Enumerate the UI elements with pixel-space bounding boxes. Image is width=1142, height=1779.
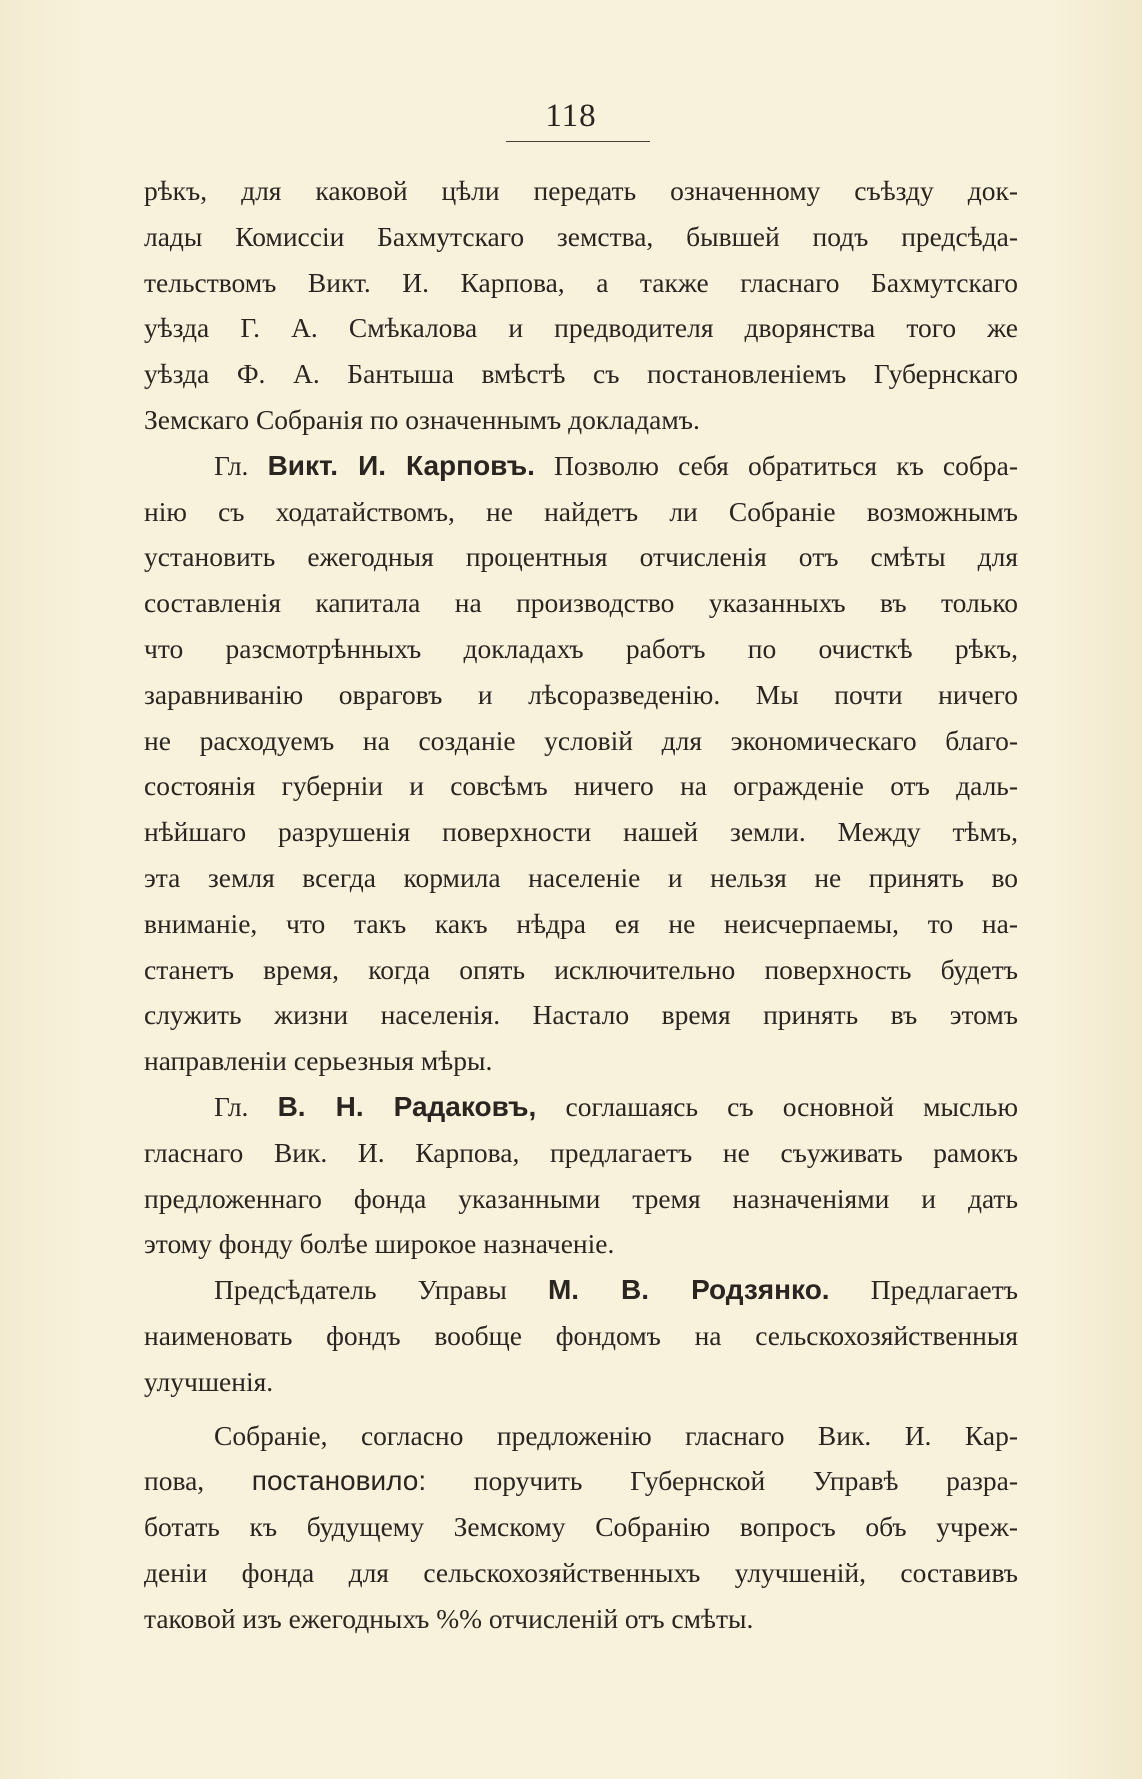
text-line: эта земля всегда кормила населеніе и нельзя не принять во bbox=[144, 861, 1018, 893]
text-line: улучшенія. bbox=[144, 1365, 274, 1397]
speaker-name: В. Н. Радаковъ, bbox=[277, 1090, 537, 1122]
line-rest: соглашаясь съ основной мыслью bbox=[565, 1090, 1019, 1122]
text-line: что разсмотрѣнныхъ докладахъ работъ по очисткѣ рѣкъ, bbox=[144, 632, 1018, 664]
text-line: гласнаго Вик. И. Карпова, предлагаетъ не съуживать рамокъ bbox=[144, 1136, 1018, 1168]
text-line: станетъ время, когда опять исключительно поверхность будетъ bbox=[144, 953, 1018, 985]
line-rest: Предлагаетъ bbox=[870, 1274, 1019, 1306]
speaker-prefix: Гл. bbox=[214, 449, 249, 481]
paragraph-3 bbox=[144, 1084, 1018, 1267]
text-line: наименовать фондъ вообще фондомъ на сельскохозяйственныя bbox=[144, 1319, 1018, 1351]
text-line: таковой изъ ежегодныхъ %% отчисленій отъ смѣты. bbox=[144, 1602, 754, 1634]
text-line: не расходуемъ на созданіе условій для экономическаго благо- bbox=[144, 724, 1018, 756]
line-rest: Позволю себя обратиться къ собра- bbox=[554, 449, 1018, 481]
text-line bbox=[144, 443, 1018, 489]
text-line bbox=[144, 1084, 1018, 1130]
text-line: тельствомъ Викт. И. Карпова, а также гласнаго Бахмутскаго bbox=[144, 266, 1018, 298]
text-line: предложеннаго фонда указанными тремя назначеніями и дать bbox=[144, 1182, 1018, 1214]
page-text bbox=[144, 168, 1018, 1642]
text-line: Собраніе, согласно предложенію гласнаго Вик. И. Кар- bbox=[214, 1419, 1018, 1451]
text-line bbox=[144, 1267, 1018, 1313]
paragraph-4 bbox=[144, 1267, 1018, 1404]
text-line: составленія капитала на производство указанныхъ въ только bbox=[144, 587, 1018, 619]
text-line bbox=[144, 1458, 1018, 1504]
speaker-name: М. В. Родзянко. bbox=[547, 1274, 830, 1306]
text-line: установить ежегодныя процентныя отчисленія отъ смѣты для bbox=[144, 541, 1018, 573]
paragraph-2 bbox=[144, 443, 1018, 1084]
line-prefix: пова, bbox=[144, 1465, 205, 1497]
text-line: Земскаго Собранія по означеннымъ докладамъ. bbox=[144, 403, 700, 435]
text-line: рѣкъ, для каковой цѣли передать означенному съѣзду док- bbox=[144, 175, 1018, 206]
text-line: служить жизни населенія. Настало время принять въ этомъ bbox=[144, 999, 1018, 1031]
line-rest: поручить Губернской Управѣ разра- bbox=[473, 1465, 1019, 1497]
text-line: этому фонду болѣе широкое назначеніе. bbox=[144, 1228, 615, 1260]
text-line: вниманіе, что такъ какъ нѣдра ея не неисчерпаемы, то на- bbox=[144, 907, 1018, 939]
text-line: ботать къ будущему Земскому Собранію вопросъ объ учреж- bbox=[144, 1511, 1018, 1543]
speaker-prefix: Гл. bbox=[214, 1090, 249, 1122]
text-line: направленіи серьезныя мѣры. bbox=[144, 1045, 493, 1077]
paragraph-5 bbox=[144, 1413, 1018, 1642]
paragraph-gap bbox=[144, 1405, 1018, 1413]
page-number-rule bbox=[506, 141, 650, 142]
text-line: лады Комиссіи Бахмутскаго земства, бывшей подъ предсѣда- bbox=[144, 220, 1018, 252]
page-number: 118 bbox=[545, 98, 597, 134]
speaker-name: Викт. И. Карповъ. bbox=[267, 449, 535, 481]
speaker-prefix: Предсѣдатель Управы bbox=[214, 1274, 507, 1306]
text-line: уѣзда Г. А. Смѣкалова и предводителя дворянства того же bbox=[144, 312, 1018, 344]
text-line: деніи фонда для сельскохозяйственныхъ улучшеній, составивъ bbox=[144, 1556, 1018, 1588]
resolution-word: постановило: bbox=[251, 1465, 427, 1497]
text-line: нію съ ходатайствомъ, не найдетъ ли Собраніе возможнымъ bbox=[144, 495, 1018, 527]
text-line: заравниванію овраговъ и лѣсоразведенію. Мы почти ничего bbox=[144, 678, 1018, 710]
text-line: уѣзда Ф. А. Бантыша вмѣстѣ съ постановленіемъ Губернскаго bbox=[144, 358, 1018, 390]
text-line: состоянія губерніи и совсѣмъ ничего на огражденіе отъ даль- bbox=[144, 770, 1018, 802]
paragraph-1 bbox=[144, 168, 1018, 443]
text-line: нѣйшаго разрушенія поверхности нашей земли. Между тѣмъ, bbox=[144, 816, 1018, 848]
